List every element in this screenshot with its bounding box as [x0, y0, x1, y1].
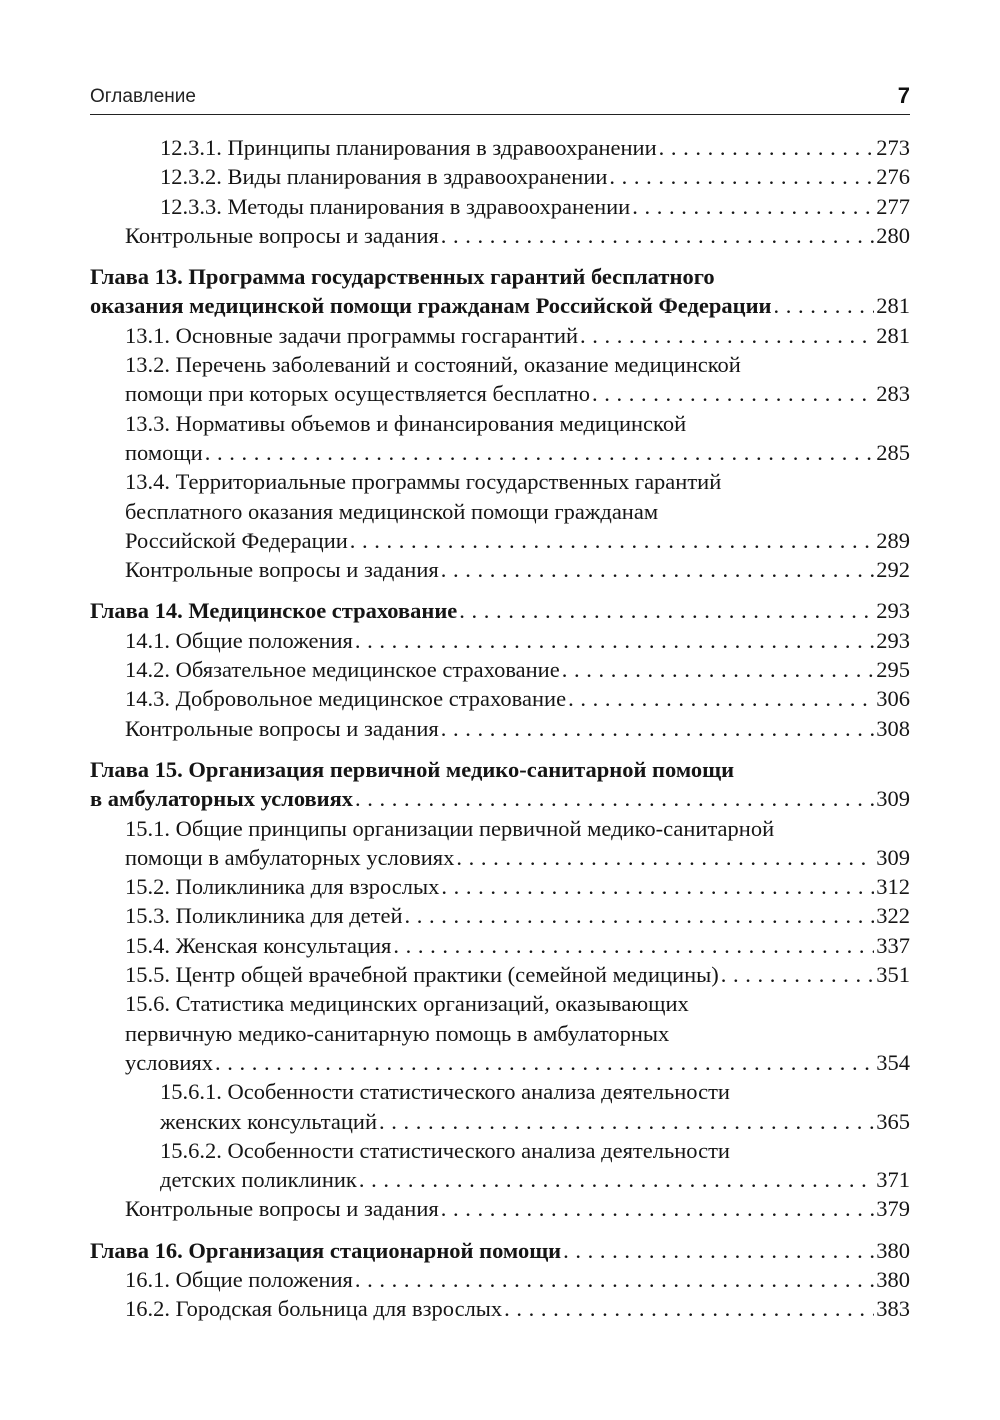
leader-dots — [774, 291, 875, 320]
leader-dots — [355, 1265, 874, 1294]
toc-entry-13-4-line2[interactable]: бесплатного оказания медицинской помощи гражданам — [125, 498, 659, 524]
leader-dots — [562, 655, 875, 684]
toc-entry-15-1-line1[interactable]: 15.1. Общие принципы организации первичной медико-санитарной — [125, 815, 775, 841]
running-head-title: Оглавление — [90, 86, 196, 107]
toc-entry-title: помощи при которых осуществляется бесплатно — [125, 381, 590, 407]
toc-entry-15-6-1-line1[interactable]: 15.6.1. Особенности статистического анализа деятельности — [160, 1079, 730, 1105]
toc-entry-16-2[interactable] — [90, 1294, 910, 1323]
toc-entry-page: 280 — [876, 222, 910, 248]
document-page — [90, 0, 910, 1420]
toc-entry-page: 379 — [876, 1196, 910, 1222]
toc-entry-title: 15.3. Поликлиника для детей — [125, 903, 403, 929]
toc-entry-13-3[interactable] — [90, 438, 910, 467]
toc-entry-ch15-questions[interactable] — [90, 1194, 910, 1223]
toc-entry-title: детских поликлиник — [160, 1167, 357, 1193]
toc-entry-title: Контрольные вопросы и задания — [125, 715, 439, 741]
toc-entry-title: 14.2. Обязательное медицинское страхование — [125, 657, 560, 683]
leader-dots — [632, 192, 874, 221]
leader-dots — [355, 784, 874, 813]
toc-chapter-15[interactable] — [90, 784, 910, 813]
toc-entry-title: помощи — [125, 439, 203, 465]
toc-block-chapter-13 — [90, 262, 910, 584]
toc-block-chapter-12-continued — [90, 133, 910, 250]
toc-entry-page: 383 — [876, 1296, 910, 1322]
toc-entry-page: 371 — [876, 1167, 910, 1193]
toc-entry-15-6-2-line1[interactable]: 15.6.2. Особенности статистического анализа деятельности — [160, 1137, 730, 1163]
toc-entry-page: 289 — [876, 527, 910, 553]
toc-entry-13-1[interactable] — [90, 321, 910, 350]
toc-entry-15-6[interactable] — [90, 1048, 910, 1077]
toc-entry-12-3-1[interactable] — [90, 133, 910, 162]
page-number: 7 — [897, 83, 910, 108]
toc-block-chapter-14 — [90, 596, 910, 742]
toc-entry-title: Российской Федерации — [125, 527, 348, 553]
toc-entry-title: 15.4. Женская консультация — [125, 932, 392, 958]
toc-entry-13-3-line1[interactable]: 13.3. Нормативы объемов и финансирования медицинской — [125, 410, 687, 436]
toc-entry-15-6-line2[interactable]: первичную медико-санитарную помощь в амбулаторных — [125, 1020, 670, 1046]
toc-entry-title: условиях — [125, 1049, 213, 1075]
toc-entry-15-5[interactable] — [90, 960, 910, 989]
leader-dots — [441, 1194, 875, 1223]
toc-entry-page: 273 — [876, 135, 910, 160]
leader-dots — [456, 843, 874, 872]
toc-chapter-15-title-line1[interactable]: Глава 15. Организация первичной медико-санитарной помощи — [90, 756, 735, 782]
leader-dots — [592, 379, 874, 408]
leader-dots — [441, 221, 875, 250]
leader-dots — [205, 438, 875, 467]
toc-entry-title: 13.1. Основные задачи программы госгарантий — [125, 322, 579, 348]
toc-entry-14-1[interactable] — [90, 626, 910, 655]
leader-dots — [355, 626, 874, 655]
toc-entry-14-2[interactable] — [90, 655, 910, 684]
toc-entry-15-6-2[interactable] — [90, 1165, 910, 1194]
toc-entry-page: 285 — [876, 439, 910, 465]
toc-chapter-16[interactable] — [90, 1236, 910, 1265]
toc-entry-title: Контрольные вопросы и задания — [125, 1196, 439, 1222]
toc-entry-13-4[interactable] — [90, 526, 910, 555]
leader-dots — [441, 555, 875, 584]
toc-entry-16-1[interactable] — [90, 1265, 910, 1294]
toc-entry-14-3[interactable] — [90, 684, 910, 713]
toc-chapter-page: 309 — [876, 786, 910, 812]
toc-entry-title: Контрольные вопросы и задания — [125, 557, 439, 583]
toc-entry-title: 12.3.2. Виды планирования в здравоохранении — [160, 164, 608, 190]
toc-entry-title: 12.3.3. Методы планирования в здравоохранении — [160, 193, 631, 219]
toc-entry-page: 351 — [876, 962, 910, 988]
toc-entry-13-2-line1[interactable]: 13.2. Перечень заболеваний и состояний, оказание медицинской — [125, 352, 741, 378]
toc-entry-title: 15.2. Поликлиника для взрослых — [125, 874, 440, 900]
toc-entry-15-1[interactable] — [90, 843, 910, 872]
toc-entry-title: Контрольные вопросы и задания — [125, 222, 439, 248]
toc-entry-title: 14.3. Добровольное медицинское страхование — [125, 686, 567, 712]
toc-entry-page: 365 — [876, 1108, 910, 1134]
toc-entry-ch12-questions[interactable] — [90, 221, 910, 250]
toc-entry-page: 281 — [876, 322, 910, 348]
toc-block-chapter-15 — [90, 755, 910, 1224]
toc-entry-page: 293 — [876, 627, 910, 653]
toc-chapter-page: 293 — [876, 598, 910, 624]
toc-entry-15-6-1[interactable] — [90, 1107, 910, 1136]
toc-chapter-13-title-line1[interactable]: Глава 13. Программа государственных гарантий бесплатного — [90, 264, 715, 290]
toc-chapter-page: 281 — [876, 293, 910, 319]
toc-entry-title: 15.5. Центр общей врачебной практики (семейной медицины) — [125, 962, 719, 988]
leader-dots — [441, 714, 875, 743]
toc-entry-page: 306 — [876, 686, 910, 712]
toc-entry-title: 16.2. Городская больница для взрослых — [125, 1296, 503, 1322]
toc-entry-page: 312 — [876, 874, 910, 900]
toc-chapter-13[interactable] — [90, 291, 910, 320]
leader-dots — [721, 960, 875, 989]
toc-entry-page: 322 — [876, 903, 910, 929]
leader-dots — [350, 526, 874, 555]
toc-entry-ch13-questions[interactable] — [90, 555, 910, 584]
leader-dots — [609, 162, 874, 191]
toc-entry-page: 380 — [876, 1266, 910, 1292]
toc-entry-page: 295 — [876, 657, 910, 683]
toc-entry-title: помощи в амбулаторных условиях — [125, 844, 455, 870]
table-of-contents — [90, 133, 910, 1336]
toc-block-chapter-16 — [90, 1236, 910, 1324]
leader-dots — [379, 1107, 874, 1136]
toc-entry-page: 277 — [876, 193, 910, 219]
leader-dots — [405, 901, 875, 930]
toc-entry-title: 12.3.1. Принципы планирования в здравоохранении — [160, 135, 657, 160]
toc-entry-page: 276 — [876, 164, 910, 190]
leader-dots — [359, 1165, 874, 1194]
toc-entry-title: 16.1. Общие положения — [125, 1266, 353, 1292]
leader-dots — [393, 931, 874, 960]
toc-entry-page: 292 — [876, 557, 910, 583]
toc-chapter-title: в амбулаторных условиях — [90, 786, 354, 812]
toc-entry-page: 309 — [876, 844, 910, 870]
leader-dots — [441, 872, 874, 901]
toc-entry-12-3-2[interactable] — [90, 162, 910, 191]
leader-dots — [580, 321, 874, 350]
toc-entry-15-4[interactable] — [90, 931, 910, 960]
toc-entry-15-3[interactable] — [90, 901, 910, 930]
running-head — [90, 83, 910, 115]
toc-entry-ch14-questions[interactable] — [90, 714, 910, 743]
toc-entry-page: 283 — [876, 381, 910, 407]
toc-entry-page: 337 — [876, 932, 910, 958]
toc-entry-title: женских консультаций — [160, 1108, 377, 1134]
toc-entry-15-6-line1[interactable]: 15.6. Статистика медицинских организаций, оказывающих — [125, 991, 689, 1017]
leader-dots — [459, 596, 874, 625]
toc-chapter-14[interactable] — [90, 596, 910, 625]
toc-entry-title: 14.1. Общие положения — [125, 627, 353, 653]
toc-chapter-page: 380 — [876, 1237, 910, 1263]
toc-entry-13-2[interactable] — [90, 379, 910, 408]
toc-chapter-title: Глава 14. Медицинское страхование — [90, 598, 458, 624]
toc-entry-12-3-3[interactable] — [90, 192, 910, 221]
toc-entry-page: 354 — [876, 1049, 910, 1075]
leader-dots — [659, 133, 875, 162]
leader-dots — [568, 684, 874, 713]
toc-entry-13-4-line1[interactable]: 13.4. Территориальные программы государственных гарантий — [125, 469, 722, 495]
toc-chapter-title: Глава 16. Организация стационарной помощи — [90, 1237, 562, 1263]
leader-dots — [504, 1294, 874, 1323]
toc-chapter-title: оказания медицинской помощи гражданам Российской Федерации — [90, 293, 772, 319]
toc-entry-15-2[interactable] — [90, 872, 910, 901]
leader-dots — [563, 1236, 874, 1265]
toc-entry-page: 308 — [876, 715, 910, 741]
leader-dots — [215, 1048, 874, 1077]
